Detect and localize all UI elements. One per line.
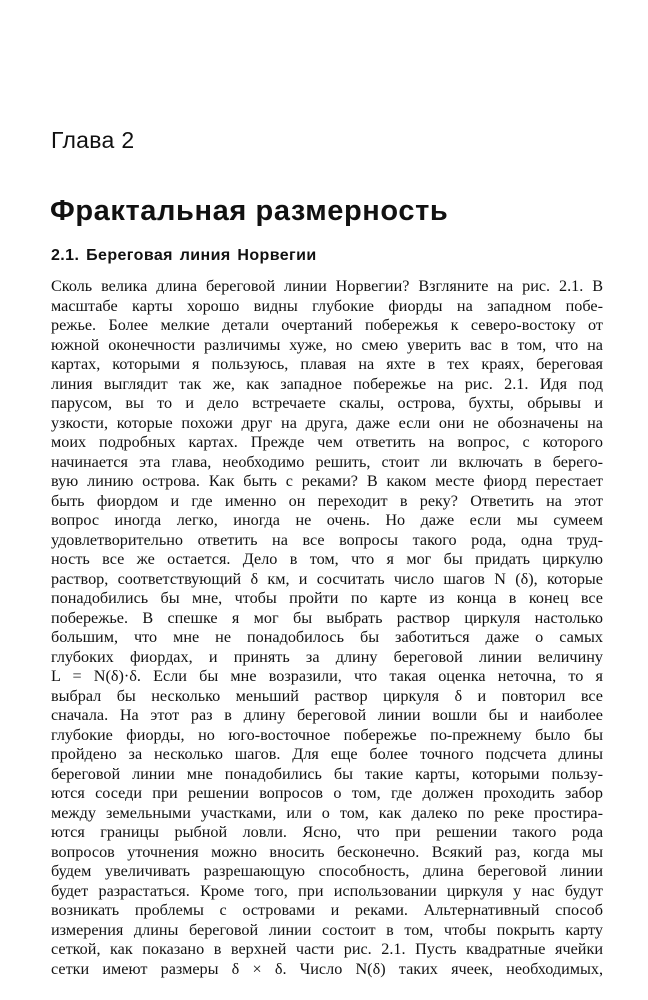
text-line: сетки имеют размеры δ × δ. Число N(δ) таких ячеек, необходимых, (51, 959, 603, 978)
text-line: Сколь велика длина береговой линии Норвегии? Взгляните на рис. 2.1. В (51, 277, 603, 295)
text-line: сеткой, как показано в верхней части рис. 2.1. Пусть квадратные ячейки (51, 940, 603, 958)
text-line: начинается эта глава, необходимо решить, стоит ли включать в берего- (51, 452, 603, 471)
text-line: береговой линии мне понадобились бы такие карты, которыми пользу- (51, 764, 603, 783)
text-line: большим, что мне не понадобилось бы заботиться даже о самых (51, 628, 603, 646)
text-line: будем увеличивать разрешающую способность, длина береговой линии (51, 862, 603, 880)
text-line: южной оконечности различимы хуже, но смею уверить вас в том, что на (51, 335, 603, 354)
text-line: раствор, соответствующий δ км, и сосчитать число шагов N (δ), которые (51, 569, 603, 588)
text-line: ются соседи при решении вопросов о том, где должен проходить забор (51, 784, 603, 802)
text-line: возникать проблемы с островами и реками. Альтернативный способ (51, 901, 603, 919)
text-line: побережье. В спешке я мог бы выбрать раствор циркуля настолько (51, 608, 603, 627)
text-line: картах, которыми я пользуюсь, плавая на яхте в тех краях, береговая (51, 355, 603, 373)
text-line: глубокие фиорды, но юго-восточное побережье по-прежнему было бы (51, 725, 603, 744)
chapter-label: Глава 2 (51, 127, 135, 153)
text-line: будет разрастаться. Кроме того, при использовании циркуля у нас будут (51, 881, 603, 900)
text-line: масштабе карты хорошо видны глубокие фиорды на западном побе- (51, 296, 603, 315)
section-heading: 2.1. Береговая линия Норвегии (51, 247, 317, 264)
text-line: вую линию острова. Как быть с реками? В каком месте фиорд перестает (51, 472, 603, 490)
text-line: моих подробных картах. Прежде чем ответить на вопрос, с которого (51, 433, 603, 451)
text-line: L = N(δ)·δ. Если бы мне возразили, что такая оценка неточна, то я (51, 667, 603, 685)
text-line: между земельными участками, или о том, как далеко по реке простира- (51, 803, 603, 822)
text-line: выбрал бы несколько меньший раствор циркуля δ и повторил все (51, 686, 603, 705)
text-line: ность все же остается. Дело в том, что я мог бы придать циркулю (51, 550, 603, 568)
chapter-title: Фрактальная размерность (50, 195, 449, 227)
text-line: вопросов уточнения можно вносить бесконечно. Всякий раз, когда мы (51, 842, 603, 861)
text-line: измерения длины береговой линии состоит в том, чтобы покрыть карту (51, 920, 603, 939)
text-line: узкости, которые похожи друг на друга, даже если они не обозначены на (51, 413, 603, 432)
text-line: удовлетворительно ответить на все вопросы такого рода, одна труд- (51, 530, 603, 549)
text-line: парусом, вы то и дело встречаете скалы, острова, бухты, обрывы и (51, 394, 603, 412)
text-line: режье. Более мелкие детали очертаний побережья к северо-востоку от (51, 316, 603, 334)
text-line: пройдено за несколько шагов. Для еще более точного подсчета длины (51, 745, 603, 763)
text-line: быть фиордом и где именно он переходит в реку? Ответить на этот (51, 491, 603, 510)
text-line: вопрос иногда легко, иногда не очень. Но даже если мы сумеем (51, 511, 603, 529)
text-line: понадобились бы мне, чтобы пройти по карте из конца в конец все (51, 589, 603, 607)
body-paragraph (51, 277, 603, 979)
text-line: глубоких фиордах, и принять за длину береговой линии величину (51, 647, 603, 666)
text-line: линия выглядит так же, как западное побережье на рис. 2.1. Идя под (51, 374, 603, 393)
text-line: сначала. На этот раз в длину береговой линии вошли бы и наиболее (51, 706, 603, 724)
text-line: ются границы рыбной ловли. Ясно, что при решении такого рода (51, 823, 603, 841)
